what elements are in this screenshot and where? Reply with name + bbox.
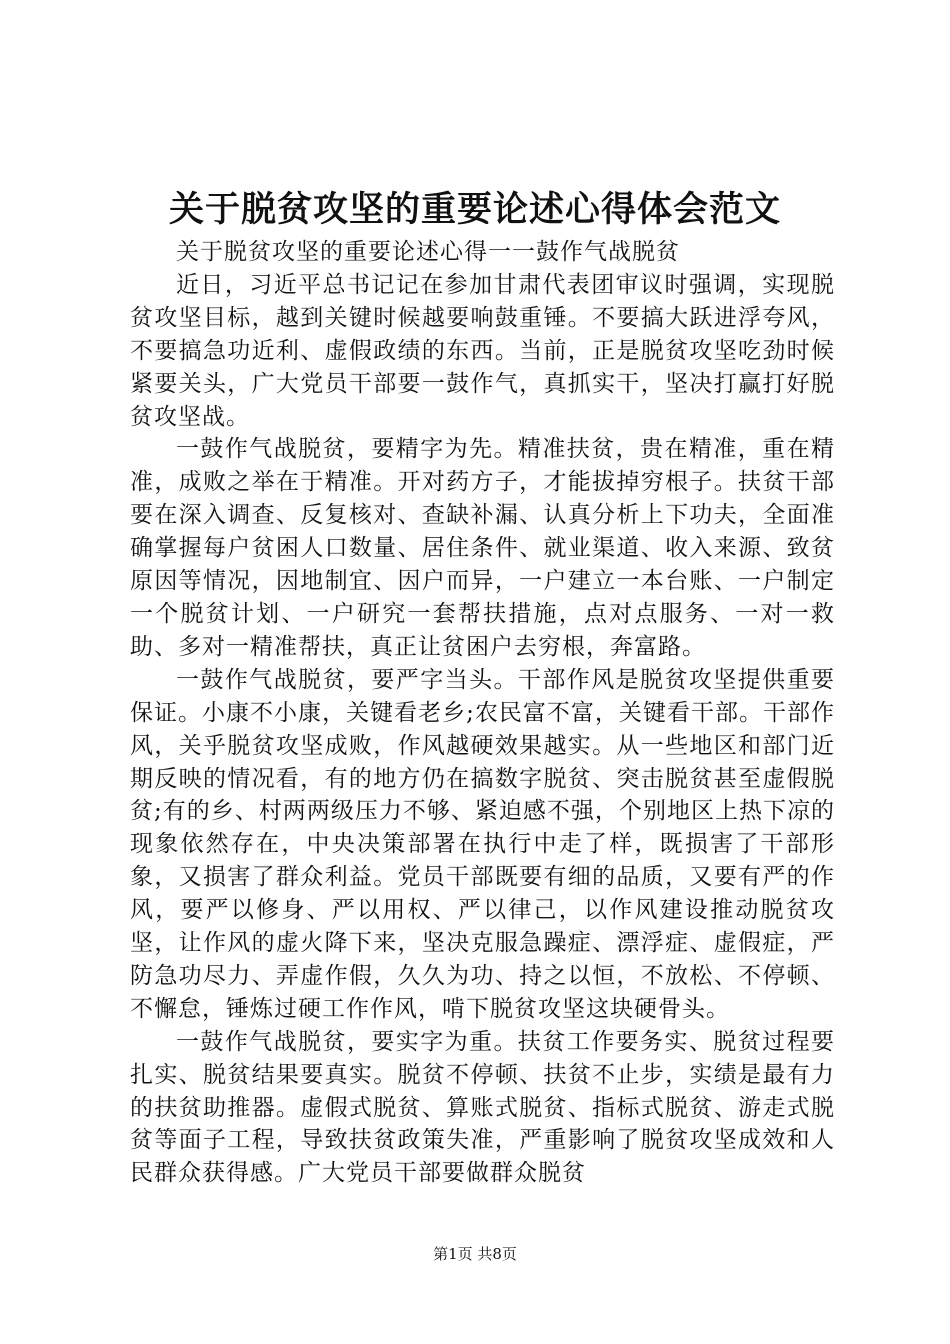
document-title: 关于脱贫攻坚的重要论述心得体会范文: [168, 189, 781, 230]
document-body: [130, 236, 835, 1190]
page-number-footer: 第1页 共8页: [433, 1245, 517, 1263]
paragraph-strictness: 一鼓作气战脱贫，要严字当头。干部作风是脱贫攻坚提供重要保证。小康不小康，关键看老乡;农民富不富，关键看干部。干部作风，关乎脱贫攻坚成败，作风越硬效果越实。从一些地区和部门近期反映的情况看，有的地方仍在搞数字脱贫、突击脱贫甚至虚假脱贫;有的乡、村两两级压力不够、紧迫感不强，个别地区上热下凉的现象依然存在，中央决策部署在执行中走了样，既损害了干部形象，又损害了群众利益。党员干部既要有细的品质，又要有严的作风，要严以修身、严以用权、严以律己，以作风建设推动脱贫攻坚，让作风的虚火降下来，坚决克服急躁症、漂浮症、虚假症，严防急功尽力、弄虚作假，久久为功、持之以恒，不放松、不停顿、不懈怠，锤炼过硬工作作风，啃下脱贫攻坚这块硬骨头。: [130, 666, 835, 1022]
paragraph-subtitle: 关于脱贫攻坚的重要论述心得一一鼓作气战脱贫: [176, 239, 680, 265]
paragraph-precision: 一鼓作气战脱贫，要精字为先。精准扶贫，贵在精准，重在精准，成败之举在于精准。开对药方子，才能拔掉穷根子。扶贫干部要在深入调查、反复核对、查缺补漏、认真分析上下功夫，全面准确掌握每户贫困人口数量、居住条件、就业渠道、收入来源、致贫原因等情况，因地制宜、因户而异，一户建立一本台账、一户制定一个脱贫计划、一户研究一套帮扶措施，点对点服务、一对一救助、多对一精准帮扶，真正让贫困户去穷根，奔富路。: [130, 436, 835, 660]
paragraph-practicality: 一鼓作气战脱贫，要实字为重。扶贫工作要务实、脱贫过程要扎实、脱贫结果要真实。脱贫不停顿、扶贫不止步，实绩是最有力的扶贫助推器。虚假式脱贫、算账式脱贫、指标式脱贫、游走式脱贫等面子工程，导致扶贫政策失准，严重影响了脱贫攻坚成效和人民群众获得感。广大党员干部要做群众脱贫: [130, 1028, 835, 1187]
paragraph-intro: 近日，习近平总书记记在参加甘肃代表团审议时强调，实现脱贫攻坚目标，越到关键时候越要响鼓重锤。不要搞大跃进浮夸风，不要搞急功近利、虚假政绩的东西。当前，正是脱贫攻坚吃劲时候紧要关头，广大党员干部要一鼓作气，真抓实干，坚决打赢打好脱贫攻坚战。: [130, 271, 835, 430]
